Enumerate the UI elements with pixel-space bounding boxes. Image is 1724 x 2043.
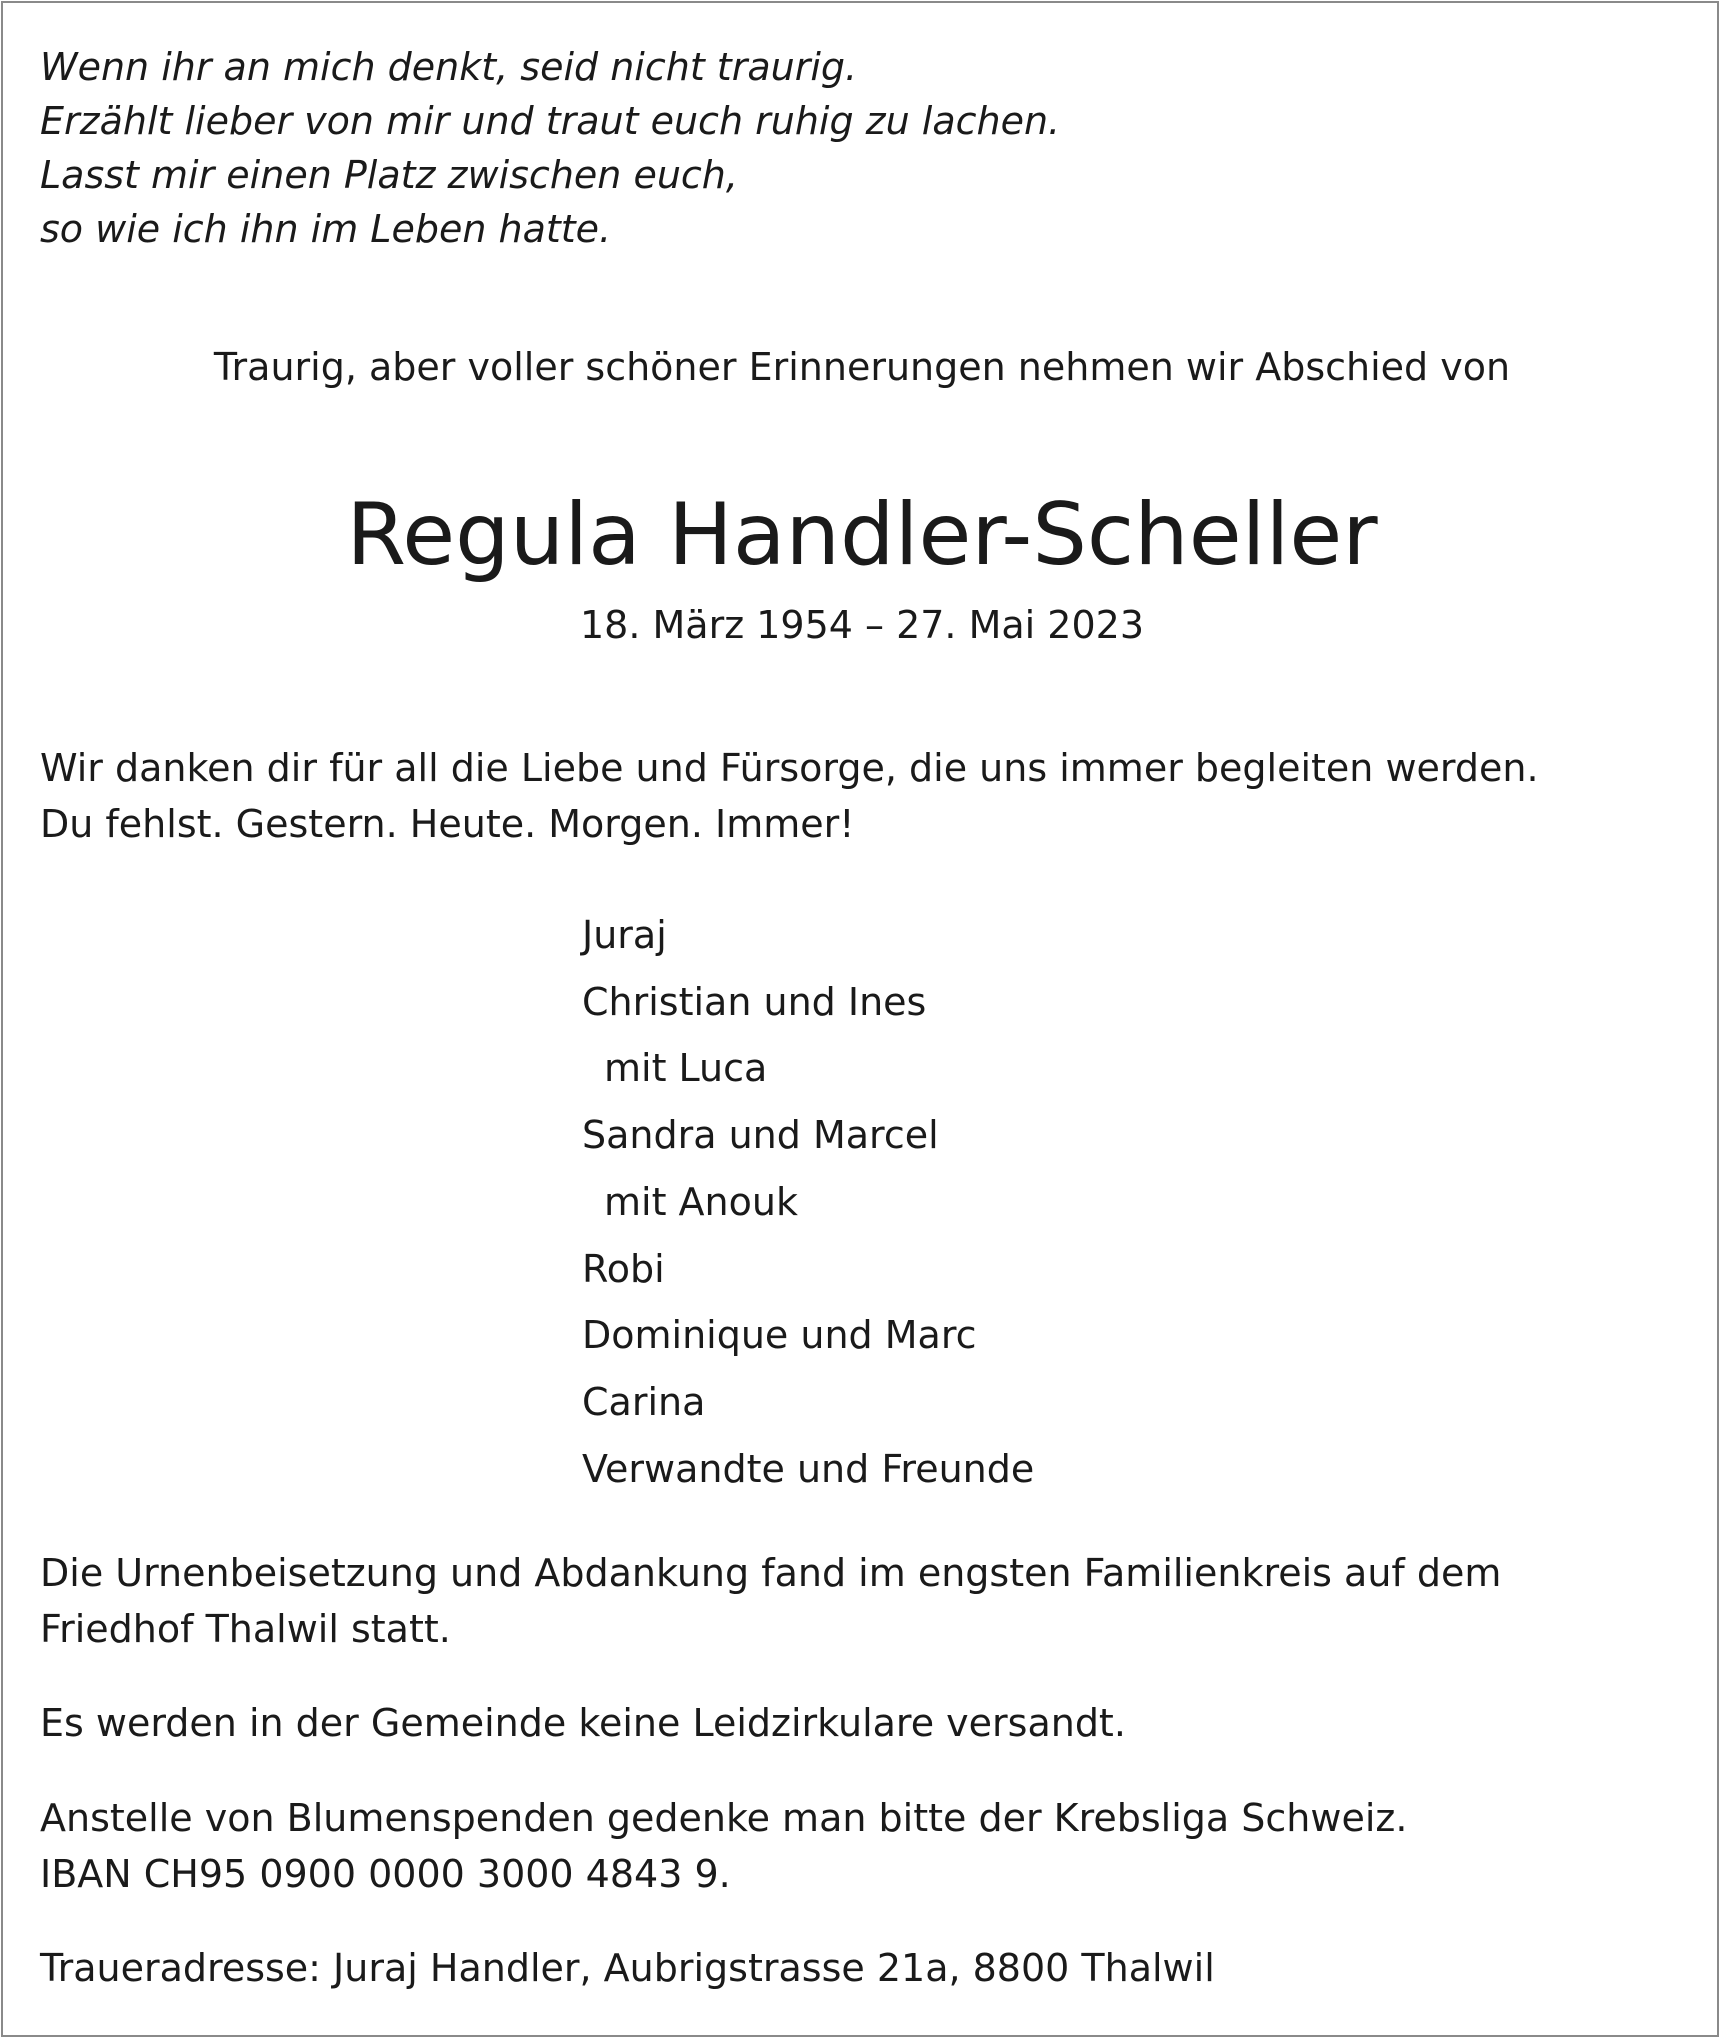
mourner-name: Sandra und Marcel: [582, 1113, 939, 1158]
poem-line: Erzählt lieber von mir und traut euch ruhig zu lachen.: [40, 99, 1061, 143]
donation-notice: [40, 1790, 1407, 1902]
burial-line: Die Urnenbeisetzung und Abdankung fand im engsten Familienkreis auf dem: [40, 1551, 1502, 1595]
donation-line: Anstelle von Blumenspenden gedenke man bitte der Krebsliga Schweiz.: [40, 1796, 1408, 1840]
poem-line: so wie ich ihn im Leben hatte.: [40, 207, 612, 251]
mourner-name: mit Anouk: [604, 1179, 798, 1224]
mourner-name: Christian und Ines: [582, 979, 927, 1024]
deceased-name: Regula Handler-Scheller: [346, 485, 1378, 585]
circulars-notice: Es werden in der Gemeinde keine Leidzirkulare versandt.: [40, 1701, 1126, 1745]
mourner-name: Verwandte und Freunde: [582, 1446, 1035, 1491]
thanks-text: [40, 740, 1539, 852]
burial-notice: [40, 1545, 1501, 1657]
poem-line: Lasst mir einen Platz zwischen euch,: [40, 153, 738, 197]
thanks-line: Wir danken dir für all die Liebe und Fürsorge, die uns immer begleiten werden.: [40, 746, 1539, 790]
mourner-name: Juraj: [582, 913, 667, 957]
life-dates: 18. März 1954 – 27. Mai 2023: [579, 603, 1145, 647]
poem-line: Wenn ihr an mich denkt, seid nicht traurig.: [40, 45, 858, 89]
farewell-intro: Traurig, aber voller schöner Erinnerungen nehmen wir Abschied von: [213, 345, 1511, 389]
donation-iban: IBAN CH95 0900 0000 3000 4843 9.: [40, 1852, 731, 1896]
poem: [40, 40, 1060, 256]
thanks-line: Du fehlst. Gestern. Heute. Morgen. Immer!: [40, 802, 855, 846]
mourner-name: Robi: [582, 1246, 665, 1291]
mourner-name: Dominique und Marc: [582, 1313, 977, 1358]
mourners-list: [582, 902, 1034, 1502]
mourner-name: mit Luca: [604, 1046, 768, 1091]
mourning-address: Traueradresse: Juraj Handler, Aubrigstrasse 21a, 8800 Thalwil: [40, 1946, 1215, 1990]
mourner-name: Carina: [582, 1379, 706, 1424]
burial-line: Friedhof Thalwil statt.: [40, 1607, 451, 1651]
